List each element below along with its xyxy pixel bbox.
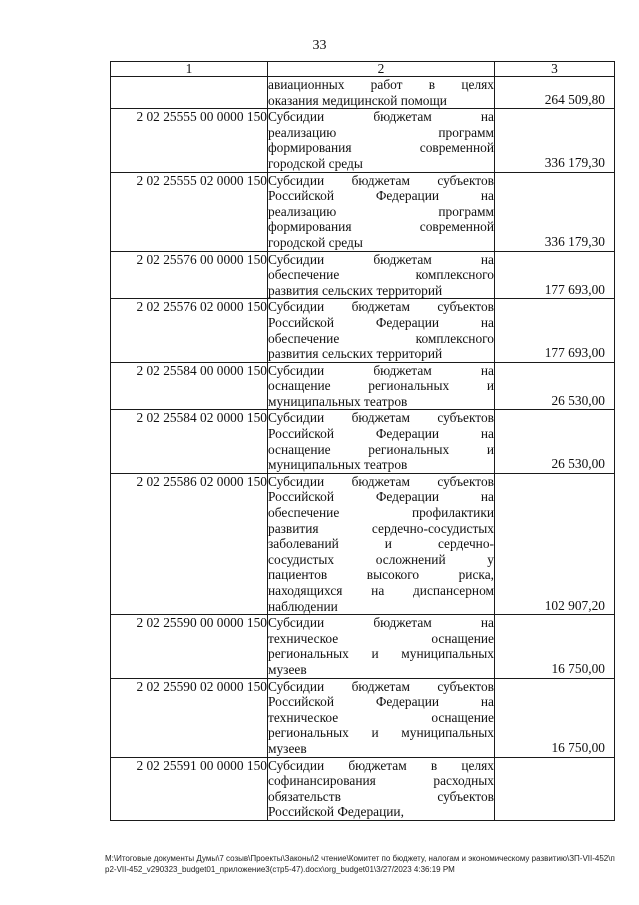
description-line: сосудистых осложнений у bbox=[268, 551, 494, 567]
budget-code-cell: 2 02 25584 02 0000 150 bbox=[111, 410, 268, 473]
budget-code-cell: 2 02 25584 00 0000 150 bbox=[111, 362, 268, 410]
description-cell bbox=[268, 757, 495, 820]
budget-code-cell: 2 02 25590 00 0000 150 bbox=[111, 615, 268, 678]
table-row bbox=[111, 473, 615, 614]
description-line: развития сельских территорий bbox=[268, 346, 443, 362]
description-cell bbox=[268, 473, 495, 614]
description-line: обеспечение профилактики bbox=[268, 505, 494, 521]
budget-code-cell: 2 02 25586 02 0000 150 bbox=[111, 473, 268, 614]
budget-code-cell: 2 02 25576 00 0000 150 bbox=[111, 251, 268, 299]
amount-value: 16 750,00 bbox=[551, 660, 605, 676]
description-cell bbox=[268, 615, 495, 678]
amount-cell bbox=[495, 410, 615, 473]
description-line: наблюдении bbox=[268, 598, 338, 614]
budget-code-cell: 2 02 25590 02 0000 150 bbox=[111, 678, 268, 757]
description-cell bbox=[268, 172, 495, 251]
description-line: заболеваний и сердечно- bbox=[268, 536, 494, 552]
amount-value: 177 693,00 bbox=[544, 345, 605, 361]
amount-cell bbox=[495, 77, 615, 109]
amount-cell bbox=[495, 299, 615, 362]
description-line: Российской Федерации на bbox=[268, 188, 494, 204]
description-line: обеспечение комплексного bbox=[268, 330, 494, 346]
description-line: оснащение региональных и bbox=[268, 441, 494, 457]
description-line: Субсидии бюджетам на bbox=[268, 362, 494, 378]
description-line: городской среды bbox=[268, 234, 363, 250]
document-file-path: M:\Итоговые документы Думы\7 созыв\Проекты\Законы\2 чтение\Комитет по бюджету, налогам и экономическому развитию\ЗП-VII-452\пр2-VII-452_v290323_budget01_приложение3(стр5-47).docx\org_budget01\3/27/2023 4:36:19 PM bbox=[105, 854, 615, 874]
description-cell bbox=[268, 77, 495, 109]
table-row bbox=[111, 109, 615, 172]
page-number: 33 bbox=[312, 38, 327, 53]
table-row bbox=[111, 299, 615, 362]
amount-value: 16 750,00 bbox=[551, 739, 605, 755]
description-line: обеспечение комплексного bbox=[268, 267, 494, 283]
description-line: Субсидии бюджетам субъектов bbox=[268, 172, 494, 188]
description-line: Субсидии бюджетам в целях bbox=[268, 757, 494, 773]
amount-value: 26 530,00 bbox=[551, 392, 605, 408]
description-line: техническое оснащение bbox=[268, 630, 494, 646]
amount-cell bbox=[495, 615, 615, 678]
description-line: Российской Федерации на bbox=[268, 314, 494, 330]
table-row bbox=[111, 757, 615, 820]
table-row bbox=[111, 172, 615, 251]
header-col-2: 2 bbox=[268, 62, 495, 77]
description-line: музеев bbox=[268, 661, 307, 677]
description-cell bbox=[268, 109, 495, 172]
header-col-1: 1 bbox=[111, 62, 268, 77]
budget-code-cell: 2 02 25591 00 0000 150 bbox=[111, 757, 268, 820]
budget-code-cell: 2 02 25555 02 0000 150 bbox=[111, 172, 268, 251]
budget-code-cell: 2 02 25576 02 0000 150 bbox=[111, 299, 268, 362]
budget-code-cell bbox=[111, 77, 268, 109]
description-line: развития сердечно-сосудистых bbox=[268, 520, 494, 536]
description-line: региональных и муниципальных bbox=[268, 725, 494, 741]
description-line: софинансирования расходных bbox=[268, 773, 494, 789]
description-line: оснащение региональных и bbox=[268, 378, 494, 394]
description-line: муниципальных театров bbox=[268, 457, 408, 473]
description-line: реализацию программ bbox=[268, 203, 494, 219]
description-line: Российской Федерации на bbox=[268, 694, 494, 710]
description-line: Российской Федерации, bbox=[268, 804, 404, 820]
amount-cell bbox=[495, 473, 615, 614]
description-line: Субсидии бюджетам на bbox=[268, 109, 494, 125]
description-line: муниципальных театров bbox=[268, 393, 408, 409]
description-line: формирования современной bbox=[268, 219, 494, 235]
amount-cell bbox=[495, 251, 615, 299]
table-header-row bbox=[111, 62, 615, 77]
description-line: техническое оснащение bbox=[268, 709, 494, 725]
table-row bbox=[111, 251, 615, 299]
table-row bbox=[111, 678, 615, 757]
description-line: пациентов высокого риска, bbox=[268, 567, 494, 583]
description-line: Субсидии бюджетам субъектов bbox=[268, 299, 494, 315]
budget-table bbox=[110, 61, 615, 821]
description-line: музеев bbox=[268, 740, 307, 756]
description-line: Российской Федерации на bbox=[268, 426, 494, 442]
description-cell bbox=[268, 362, 495, 410]
budget-code-cell: 2 02 25555 00 0000 150 bbox=[111, 109, 268, 172]
description-cell bbox=[268, 678, 495, 757]
amount-cell bbox=[495, 109, 615, 172]
amount-value: 177 693,00 bbox=[544, 281, 605, 297]
amount-value: 336 179,30 bbox=[544, 233, 605, 249]
table-row bbox=[111, 362, 615, 410]
amount-value: 336 179,30 bbox=[544, 154, 605, 170]
table-row bbox=[111, 77, 615, 109]
description-line: городской среды bbox=[268, 155, 363, 171]
header-col-3: 3 bbox=[495, 62, 615, 77]
description-line: региональных и муниципальных bbox=[268, 646, 494, 662]
description-cell bbox=[268, 299, 495, 362]
description-cell bbox=[268, 251, 495, 299]
description-line: реализацию программ bbox=[268, 124, 494, 140]
amount-value: 26 530,00 bbox=[551, 456, 605, 472]
description-line: Субсидии бюджетам субъектов bbox=[268, 410, 494, 426]
description-line: Субсидии бюджетам субъектов bbox=[268, 473, 494, 489]
description-line: Субсидии бюджетам на bbox=[268, 251, 494, 267]
description-line: развития сельских территорий bbox=[268, 282, 443, 298]
table-row bbox=[111, 410, 615, 473]
description-line: находящихся на диспансерном bbox=[268, 583, 494, 598]
description-line: формирования современной bbox=[268, 140, 494, 156]
description-cell bbox=[268, 410, 495, 473]
amount-value: 102 907,20 bbox=[544, 597, 605, 613]
description-line: Субсидии бюджетам субъектов bbox=[268, 678, 494, 694]
amount-cell bbox=[495, 362, 615, 410]
description-line: оказания медицинской помощи bbox=[268, 92, 447, 108]
description-line: Российской Федерации на bbox=[268, 489, 494, 505]
amount-cell bbox=[495, 678, 615, 757]
amount-value: 264 509,80 bbox=[544, 91, 605, 107]
amount-cell bbox=[495, 757, 615, 820]
description-line: обязательств субъектов bbox=[268, 788, 494, 804]
description-line: авиационных работ в целях bbox=[268, 77, 494, 92]
amount-cell bbox=[495, 172, 615, 251]
description-line: Субсидии бюджетам на bbox=[268, 615, 494, 631]
table-row bbox=[111, 615, 615, 678]
